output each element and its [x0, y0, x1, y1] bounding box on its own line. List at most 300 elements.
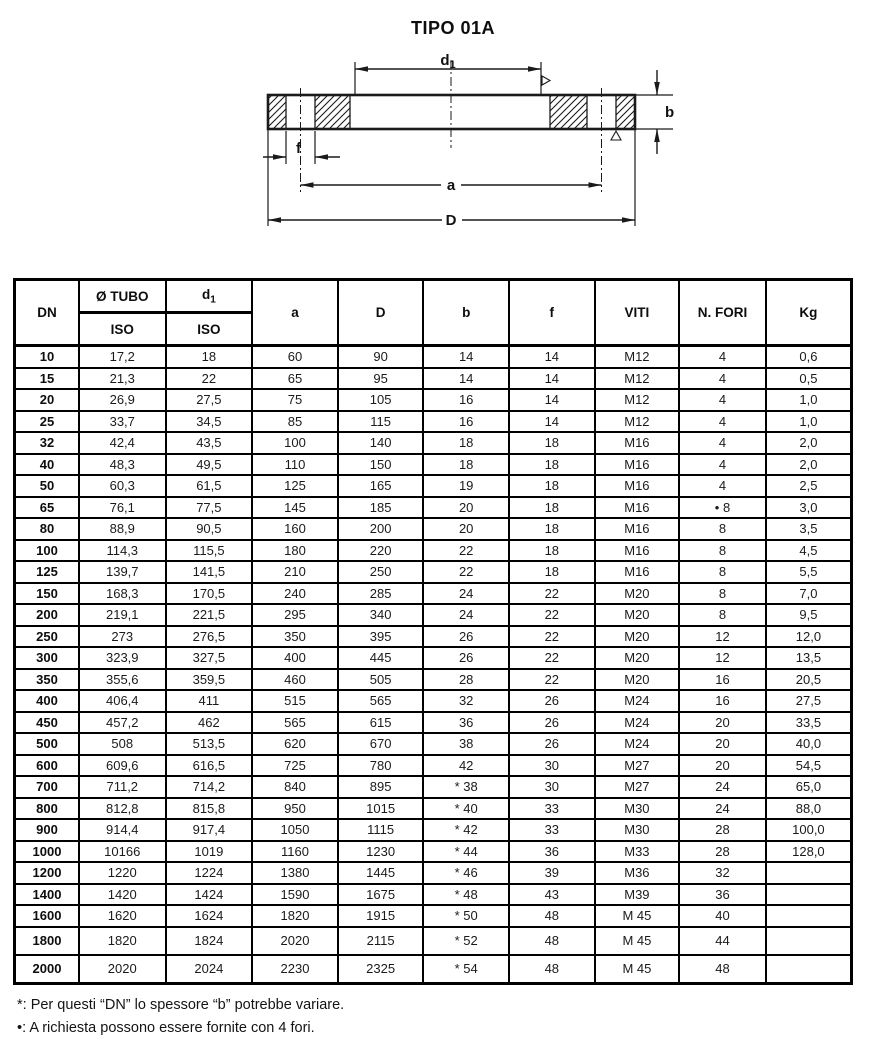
dn-cell: 1000: [15, 841, 79, 863]
value-cell: 327,5: [166, 647, 253, 669]
value-cell: 48,3: [79, 454, 166, 476]
value-cell: 19: [423, 475, 509, 497]
value-cell: 8: [679, 518, 766, 540]
value-cell: M20: [595, 647, 680, 669]
value-cell: 220: [338, 540, 424, 562]
value-cell: 100,0: [766, 819, 852, 841]
dn-cell: 500: [15, 733, 79, 755]
value-cell: 1675: [338, 884, 424, 906]
value-cell: 160: [252, 518, 338, 540]
value-cell: 22: [423, 561, 509, 583]
dn-cell: 250: [15, 626, 79, 648]
table-row: [15, 905, 852, 927]
value-cell: M33: [595, 841, 680, 863]
value-cell: * 54: [423, 955, 509, 984]
value-cell: 140: [338, 432, 424, 454]
value-cell: 3,0: [766, 497, 852, 519]
table-row: [15, 862, 852, 884]
dn-cell: 800: [15, 798, 79, 820]
value-cell: 43,5: [166, 432, 253, 454]
table-row: [15, 776, 852, 798]
value-cell: 620: [252, 733, 338, 755]
col-header-kg: Kg: [766, 280, 852, 346]
value-cell: M20: [595, 604, 680, 626]
value-cell: [766, 927, 852, 955]
value-cell: * 42: [423, 819, 509, 841]
value-cell: 40: [679, 905, 766, 927]
value-cell: 26: [509, 690, 595, 712]
value-cell: 406,4: [79, 690, 166, 712]
value-cell: 2115: [338, 927, 424, 955]
value-cell: M20: [595, 669, 680, 691]
value-cell: 48: [679, 955, 766, 984]
value-cell: M 45: [595, 955, 680, 984]
value-cell: 20,5: [766, 669, 852, 691]
value-cell: 457,2: [79, 712, 166, 734]
value-cell: 200: [338, 518, 424, 540]
value-cell: M24: [595, 733, 680, 755]
value-cell: 20: [423, 518, 509, 540]
value-cell: 14: [423, 346, 509, 368]
value-cell: 1420: [79, 884, 166, 906]
table-row: [15, 884, 852, 906]
value-cell: 22: [509, 626, 595, 648]
value-cell: 1380: [252, 862, 338, 884]
value-cell: 17,2: [79, 346, 166, 368]
value-cell: 128,0: [766, 841, 852, 863]
value-cell: 714,2: [166, 776, 253, 798]
col-header-fori: N. FORI: [679, 280, 766, 346]
table-body: [15, 346, 852, 984]
col-subheader-d1-iso: ISO: [166, 313, 253, 346]
value-cell: 22: [509, 604, 595, 626]
value-cell: 40,0: [766, 733, 852, 755]
dn-cell: 700: [15, 776, 79, 798]
value-cell: 105: [338, 389, 424, 411]
value-cell: 1590: [252, 884, 338, 906]
table-row: [15, 454, 852, 476]
value-cell: 219,1: [79, 604, 166, 626]
value-cell: 1824: [166, 927, 253, 955]
footnotes: [17, 994, 344, 1040]
value-cell: 14: [509, 411, 595, 433]
value-cell: 815,8: [166, 798, 253, 820]
table-row: [15, 389, 852, 411]
value-cell: 616,5: [166, 755, 253, 777]
value-cell: 36: [423, 712, 509, 734]
dim-label-d1: $d_1$: [440, 52, 456, 71]
dn-cell: 600: [15, 755, 79, 777]
table-row: [15, 798, 852, 820]
value-cell: 48: [509, 927, 595, 955]
value-cell: 18: [423, 432, 509, 454]
value-cell: 240: [252, 583, 338, 605]
value-cell: M16: [595, 432, 680, 454]
value-cell: 917,4: [166, 819, 253, 841]
value-cell: 26,9: [79, 389, 166, 411]
value-cell: 33,5: [766, 712, 852, 734]
dn-cell: 65: [15, 497, 79, 519]
value-cell: 395: [338, 626, 424, 648]
dim-label-f: f: [296, 140, 301, 157]
value-cell: 85: [252, 411, 338, 433]
value-cell: 60: [252, 346, 338, 368]
value-cell: 141,5: [166, 561, 253, 583]
value-cell: 75: [252, 389, 338, 411]
value-cell: 2020: [252, 927, 338, 955]
value-cell: * 52: [423, 927, 509, 955]
surface-marker-bottom-icon: [611, 131, 621, 140]
col-header-tubo: Ø TUBO: [79, 280, 166, 313]
value-cell: * 48: [423, 884, 509, 906]
col-header-f: f: [509, 280, 595, 346]
value-cell: 145: [252, 497, 338, 519]
value-cell: * 50: [423, 905, 509, 927]
value-cell: 150: [338, 454, 424, 476]
footnote-bullet: •: A richiesta possono essere fornite con 4 fori.: [17, 1020, 315, 1037]
value-cell: 20: [679, 712, 766, 734]
value-cell: 18: [509, 540, 595, 562]
value-cell: 42: [423, 755, 509, 777]
dn-cell: 125: [15, 561, 79, 583]
value-cell: 26: [423, 647, 509, 669]
value-cell: 16: [679, 669, 766, 691]
value-cell: 1820: [252, 905, 338, 927]
value-cell: M 45: [595, 927, 680, 955]
dn-cell: 300: [15, 647, 79, 669]
value-cell: 20: [679, 733, 766, 755]
value-cell: 8: [679, 583, 766, 605]
value-cell: 22: [423, 540, 509, 562]
dn-cell: 450: [15, 712, 79, 734]
table-row: [15, 561, 852, 583]
table-row: [15, 955, 852, 984]
dn-cell: 150: [15, 583, 79, 605]
value-cell: 14: [509, 368, 595, 390]
value-cell: 295: [252, 604, 338, 626]
value-cell: 32: [679, 862, 766, 884]
value-cell: 0,5: [766, 368, 852, 390]
value-cell: * 40: [423, 798, 509, 820]
dn-cell: 350: [15, 669, 79, 691]
value-cell: 411: [166, 690, 253, 712]
value-cell: 22: [509, 583, 595, 605]
value-cell: 180: [252, 540, 338, 562]
value-cell: 18: [509, 454, 595, 476]
value-cell: * 46: [423, 862, 509, 884]
dn-cell: 20: [15, 389, 79, 411]
value-cell: 780: [338, 755, 424, 777]
value-cell: 76,1: [79, 497, 166, 519]
value-cell: 44: [679, 927, 766, 955]
value-cell: 4: [679, 432, 766, 454]
value-cell: 445: [338, 647, 424, 669]
value-cell: 4: [679, 475, 766, 497]
value-cell: 12: [679, 626, 766, 648]
value-cell: M 45: [595, 905, 680, 927]
flange-section-diagram: [245, 52, 685, 252]
value-cell: 2,0: [766, 432, 852, 454]
value-cell: 340: [338, 604, 424, 626]
value-cell: 88,9: [79, 518, 166, 540]
value-cell: • 8: [679, 497, 766, 519]
value-cell: M12: [595, 411, 680, 433]
value-cell: 273: [79, 626, 166, 648]
table-row: [15, 518, 852, 540]
value-cell: 8: [679, 540, 766, 562]
value-cell: 26: [509, 733, 595, 755]
value-cell: 65,0: [766, 776, 852, 798]
value-cell: 26: [509, 712, 595, 734]
dn-cell: 900: [15, 819, 79, 841]
value-cell: 4,5: [766, 540, 852, 562]
table-row: [15, 346, 852, 368]
dn-cell: 400: [15, 690, 79, 712]
value-cell: 285: [338, 583, 424, 605]
value-cell: 16: [423, 389, 509, 411]
table-row: [15, 733, 852, 755]
value-cell: 460: [252, 669, 338, 691]
value-cell: 65: [252, 368, 338, 390]
value-cell: 36: [679, 884, 766, 906]
table-row: [15, 432, 852, 454]
value-cell: 4: [679, 454, 766, 476]
value-cell: M12: [595, 389, 680, 411]
value-cell: 1,0: [766, 411, 852, 433]
value-cell: 170,5: [166, 583, 253, 605]
value-cell: 565: [338, 690, 424, 712]
value-cell: 950: [252, 798, 338, 820]
value-cell: 10166: [79, 841, 166, 863]
value-cell: 125: [252, 475, 338, 497]
value-cell: 1050: [252, 819, 338, 841]
value-cell: 28: [679, 819, 766, 841]
value-cell: 670: [338, 733, 424, 755]
value-cell: 22: [509, 669, 595, 691]
value-cell: 139,7: [79, 561, 166, 583]
value-cell: 8: [679, 561, 766, 583]
value-cell: 12,0: [766, 626, 852, 648]
value-cell: 210: [252, 561, 338, 583]
value-cell: 505: [338, 669, 424, 691]
value-cell: M16: [595, 475, 680, 497]
value-cell: 42,4: [79, 432, 166, 454]
value-cell: 2325: [338, 955, 424, 984]
value-cell: 12: [679, 647, 766, 669]
value-cell: 1820: [79, 927, 166, 955]
table-row: [15, 690, 852, 712]
value-cell: 4: [679, 346, 766, 368]
value-cell: 34,5: [166, 411, 253, 433]
value-cell: M24: [595, 712, 680, 734]
value-cell: 18: [509, 561, 595, 583]
table-row: [15, 583, 852, 605]
table-row: [15, 647, 852, 669]
dn-cell: 1400: [15, 884, 79, 906]
value-cell: 90: [338, 346, 424, 368]
value-cell: 115,5: [166, 540, 253, 562]
value-cell: 3,5: [766, 518, 852, 540]
dn-cell: 32: [15, 432, 79, 454]
table-row: [15, 497, 852, 519]
surface-marker-right-icon: [542, 76, 550, 85]
dn-cell: 200: [15, 604, 79, 626]
col-header-dn: DN: [15, 280, 79, 346]
value-cell: 24: [679, 776, 766, 798]
value-cell: 725: [252, 755, 338, 777]
value-cell: 914,4: [79, 819, 166, 841]
col-header-b: b: [423, 280, 509, 346]
value-cell: 36: [509, 841, 595, 863]
value-cell: 24: [423, 583, 509, 605]
value-cell: 185: [338, 497, 424, 519]
value-cell: 350: [252, 626, 338, 648]
value-cell: 16: [679, 690, 766, 712]
value-cell: 1019: [166, 841, 253, 863]
value-cell: 88,0: [766, 798, 852, 820]
value-cell: * 44: [423, 841, 509, 863]
value-cell: 2020: [79, 955, 166, 984]
value-cell: 115: [338, 411, 424, 433]
value-cell: M27: [595, 776, 680, 798]
dn-cell: 10: [15, 346, 79, 368]
value-cell: 1015: [338, 798, 424, 820]
value-cell: 1,0: [766, 389, 852, 411]
value-cell: 61,5: [166, 475, 253, 497]
dn-cell: 1800: [15, 927, 79, 955]
table-row: [15, 755, 852, 777]
value-cell: 250: [338, 561, 424, 583]
value-cell: 1620: [79, 905, 166, 927]
value-cell: 0,6: [766, 346, 852, 368]
value-cell: 4: [679, 389, 766, 411]
value-cell: 20: [679, 755, 766, 777]
value-cell: 100: [252, 432, 338, 454]
value-cell: 1224: [166, 862, 253, 884]
value-cell: M36: [595, 862, 680, 884]
dn-cell: 50: [15, 475, 79, 497]
value-cell: [766, 862, 852, 884]
value-cell: 33: [509, 798, 595, 820]
value-cell: * 38: [423, 776, 509, 798]
value-cell: 221,5: [166, 604, 253, 626]
dimension-lines: [263, 62, 673, 226]
value-cell: 110: [252, 454, 338, 476]
value-cell: M20: [595, 626, 680, 648]
value-cell: 711,2: [79, 776, 166, 798]
col-header-viti: VITI: [595, 280, 680, 346]
value-cell: 26: [423, 626, 509, 648]
value-cell: [766, 905, 852, 927]
value-cell: 165: [338, 475, 424, 497]
value-cell: 21,3: [79, 368, 166, 390]
value-cell: 2024: [166, 955, 253, 984]
value-cell: 33,7: [79, 411, 166, 433]
value-cell: M20: [595, 583, 680, 605]
value-cell: 4: [679, 368, 766, 390]
col-header-d1: $d_1$: [166, 280, 253, 313]
value-cell: 1160: [252, 841, 338, 863]
value-cell: 27,5: [166, 389, 253, 411]
value-cell: 9,5: [766, 604, 852, 626]
value-cell: 33: [509, 819, 595, 841]
table-row: [15, 841, 852, 863]
value-cell: M30: [595, 798, 680, 820]
value-cell: 1230: [338, 841, 424, 863]
value-cell: M30: [595, 819, 680, 841]
dn-cell: 40: [15, 454, 79, 476]
value-cell: 168,3: [79, 583, 166, 605]
value-cell: 1445: [338, 862, 424, 884]
value-cell: 508: [79, 733, 166, 755]
table-row: [15, 540, 852, 562]
value-cell: 359,5: [166, 669, 253, 691]
value-cell: 114,3: [79, 540, 166, 562]
value-cell: 1624: [166, 905, 253, 927]
value-cell: 5,5: [766, 561, 852, 583]
value-cell: 462: [166, 712, 253, 734]
dimensions-table: [13, 278, 853, 985]
value-cell: 16: [423, 411, 509, 433]
value-cell: M12: [595, 368, 680, 390]
value-cell: 18: [509, 497, 595, 519]
value-cell: 95: [338, 368, 424, 390]
value-cell: M39: [595, 884, 680, 906]
value-cell: 2,0: [766, 454, 852, 476]
value-cell: 609,6: [79, 755, 166, 777]
col-header-a: a: [252, 280, 338, 346]
value-cell: 1915: [338, 905, 424, 927]
value-cell: 60,3: [79, 475, 166, 497]
col-subheader-tubo-iso: ISO: [79, 313, 166, 346]
value-cell: [766, 955, 852, 984]
table-row: [15, 669, 852, 691]
dim-label-D: D: [445, 212, 457, 229]
value-cell: M16: [595, 540, 680, 562]
dn-cell: 25: [15, 411, 79, 433]
table-row: [15, 411, 852, 433]
value-cell: 895: [338, 776, 424, 798]
value-cell: 24: [423, 604, 509, 626]
dn-cell: 1600: [15, 905, 79, 927]
page-title: TIPO 01A: [410, 18, 496, 38]
value-cell: 14: [423, 368, 509, 390]
value-cell: M16: [595, 454, 680, 476]
dn-cell: 15: [15, 368, 79, 390]
value-cell: 49,5: [166, 454, 253, 476]
value-cell: 355,6: [79, 669, 166, 691]
table-row: [15, 626, 852, 648]
value-cell: 4: [679, 411, 766, 433]
value-cell: 54,5: [766, 755, 852, 777]
value-cell: M16: [595, 518, 680, 540]
value-cell: 812,8: [79, 798, 166, 820]
value-cell: 27,5: [766, 690, 852, 712]
value-cell: 565: [252, 712, 338, 734]
value-cell: M12: [595, 346, 680, 368]
value-cell: 43: [509, 884, 595, 906]
col-header-D: D: [338, 280, 424, 346]
table-row: [15, 604, 852, 626]
value-cell: M16: [595, 561, 680, 583]
dn-cell: 100: [15, 540, 79, 562]
value-cell: M27: [595, 755, 680, 777]
value-cell: 515: [252, 690, 338, 712]
value-cell: 615: [338, 712, 424, 734]
value-cell: 1115: [338, 819, 424, 841]
value-cell: 20: [423, 497, 509, 519]
value-cell: 323,9: [79, 647, 166, 669]
